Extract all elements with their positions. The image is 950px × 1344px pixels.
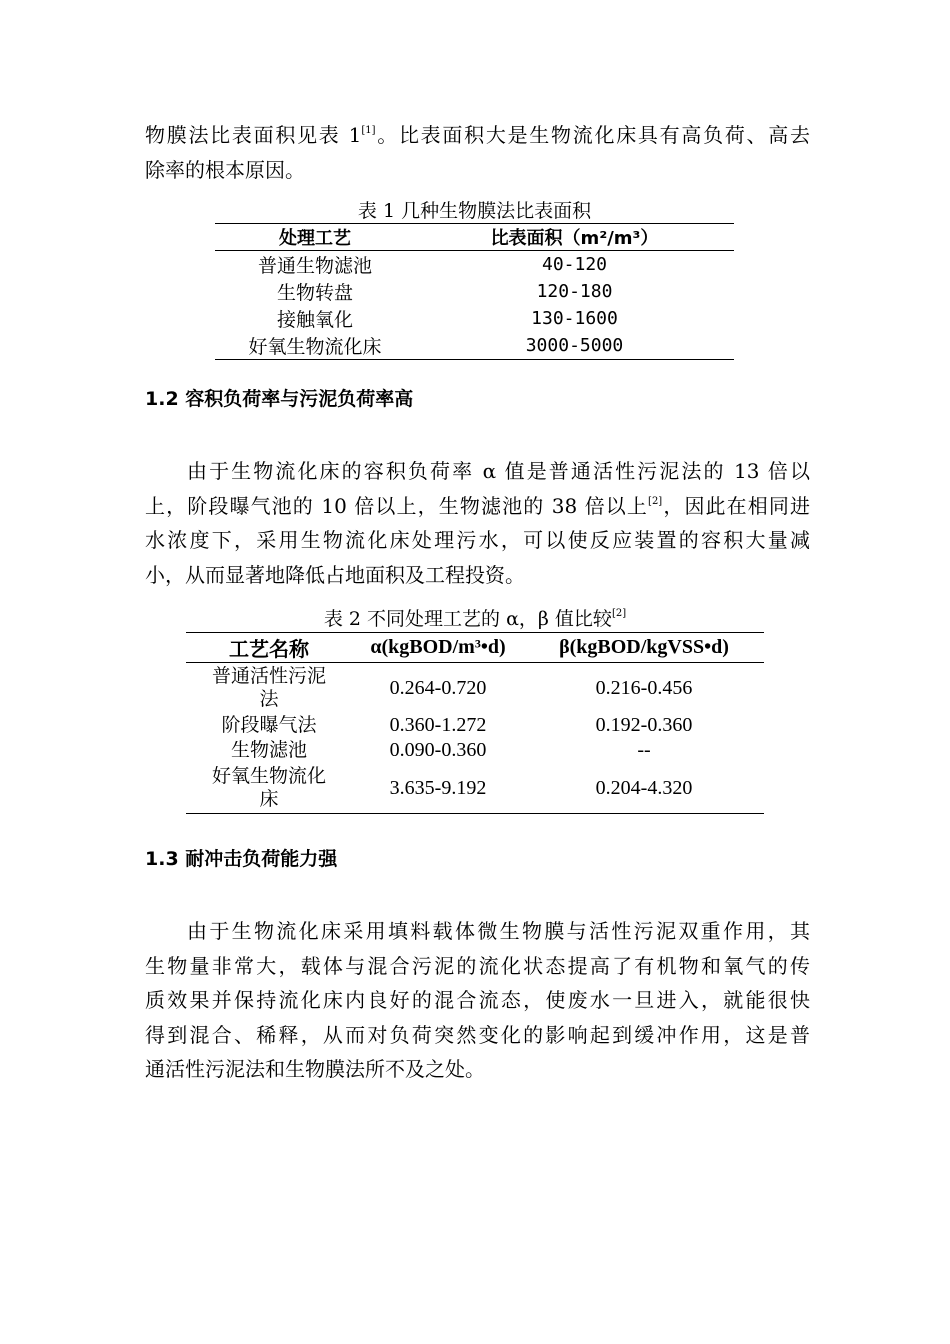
table-row — [215, 305, 734, 332]
surface-area-cell: 130-1600 — [531, 308, 618, 329]
alpha-cell: 0.090-0.360 — [389, 739, 487, 761]
table-row — [186, 663, 764, 714]
column-header: β(kgBOD/kgVSS•d) — [524, 633, 764, 663]
citation-ref[interactable]: [2] — [648, 495, 663, 507]
table-surface-area — [215, 223, 734, 360]
column-header: α(kgBOD/m³•d) — [352, 633, 524, 663]
text-line: 物膜法比表面积见表 1[1]。比表面积大是生物流化床具有高负荷、高去 — [145, 123, 810, 147]
beta-cell: 0.204-4.320 — [595, 776, 693, 799]
surface-area-cell: 40-120 — [541, 254, 608, 275]
citation-ref[interactable]: [2] — [611, 608, 627, 619]
text-line: 得到混合、稀释，从而对负荷突然变化的影响起到缓冲作用，这是普 — [145, 1022, 810, 1047]
paragraph-shock-load — [145, 914, 810, 1087]
process-name-cell: 普通活性污泥 法 — [211, 665, 326, 710]
table-row — [186, 713, 764, 738]
table-row — [215, 278, 734, 305]
process-name-cell: 普通生物滤池 — [257, 255, 372, 277]
column-header: 比表面积（m²/m³） — [415, 224, 734, 251]
table-row — [186, 763, 764, 814]
beta-cell: 0.192-0.360 — [595, 714, 693, 736]
process-name-cell: 生物滤池 — [230, 739, 307, 761]
surface-area-cell: 120-180 — [536, 281, 613, 302]
text-line: 上，阶段曝气池的 10 倍以上，生物滤池的 38 倍以上[2]，因此在相同进 — [145, 493, 811, 518]
section-heading: 1.3 耐冲击负荷能力强 — [145, 848, 338, 870]
process-name-cell: 好氧生物流化床 — [248, 336, 382, 358]
table-row — [215, 332, 734, 360]
text-line: 除率的根本原因。 — [145, 157, 305, 182]
paragraph-surface-area — [145, 118, 810, 187]
text-line: 由于生物流化床采用填料载体微生物膜与活性污泥双重作用，其 — [187, 919, 810, 943]
column-header: 处理工艺 — [215, 224, 415, 251]
text-line: 通活性污泥法和生物膜法所不及之处。 — [145, 1057, 485, 1081]
text-line: 由于生物流化床的容积负荷率 α 值是普通活性污泥法的 13 倍以 — [187, 459, 810, 483]
column-header: 工艺名称 — [186, 633, 352, 663]
table-row — [215, 251, 734, 279]
citation-ref[interactable]: [1] — [361, 125, 376, 136]
text-line: 生物量非常大，载体与混合污泥的流化状态提高了有机物和氧气的传 — [145, 953, 810, 978]
paragraph-volumetric-load — [145, 454, 810, 592]
text-line: 水浓度下，采用生物流化床处理污水，可以使反应装置的容积大量减 — [145, 528, 810, 552]
process-name-cell: 好氧生物流化 床 — [211, 765, 326, 810]
alpha-cell: 0.360-1.272 — [389, 714, 487, 736]
table-row — [186, 738, 764, 763]
table2-caption: 表 2 不同处理工艺的 α，β 值比较[2] — [323, 608, 627, 630]
table-alpha-beta — [186, 632, 764, 814]
table1-caption: 表 1 几种生物膜法比表面积 — [357, 200, 592, 222]
text-line: 小，从而显著地降低占地面积及工程投资。 — [145, 562, 525, 587]
table-header-row — [215, 224, 734, 251]
surface-area-cell: 3000-5000 — [525, 335, 624, 356]
beta-cell: -- — [637, 739, 651, 761]
process-name-cell: 生物转盘 — [276, 282, 353, 304]
section-heading: 1.2 容积负荷率与污泥负荷率高 — [145, 388, 414, 410]
beta-cell: 0.216-0.456 — [595, 676, 693, 699]
process-name-cell: 阶段曝气法 — [221, 714, 317, 736]
table-header-row — [186, 633, 764, 663]
text-line: 质效果并保持流化床内良好的混合流态，使废水一旦进入，就能很快 — [145, 988, 810, 1012]
process-name-cell: 接触氧化 — [276, 309, 353, 331]
alpha-cell: 3.635-9.192 — [389, 776, 487, 799]
alpha-cell: 0.264-0.720 — [389, 676, 487, 699]
